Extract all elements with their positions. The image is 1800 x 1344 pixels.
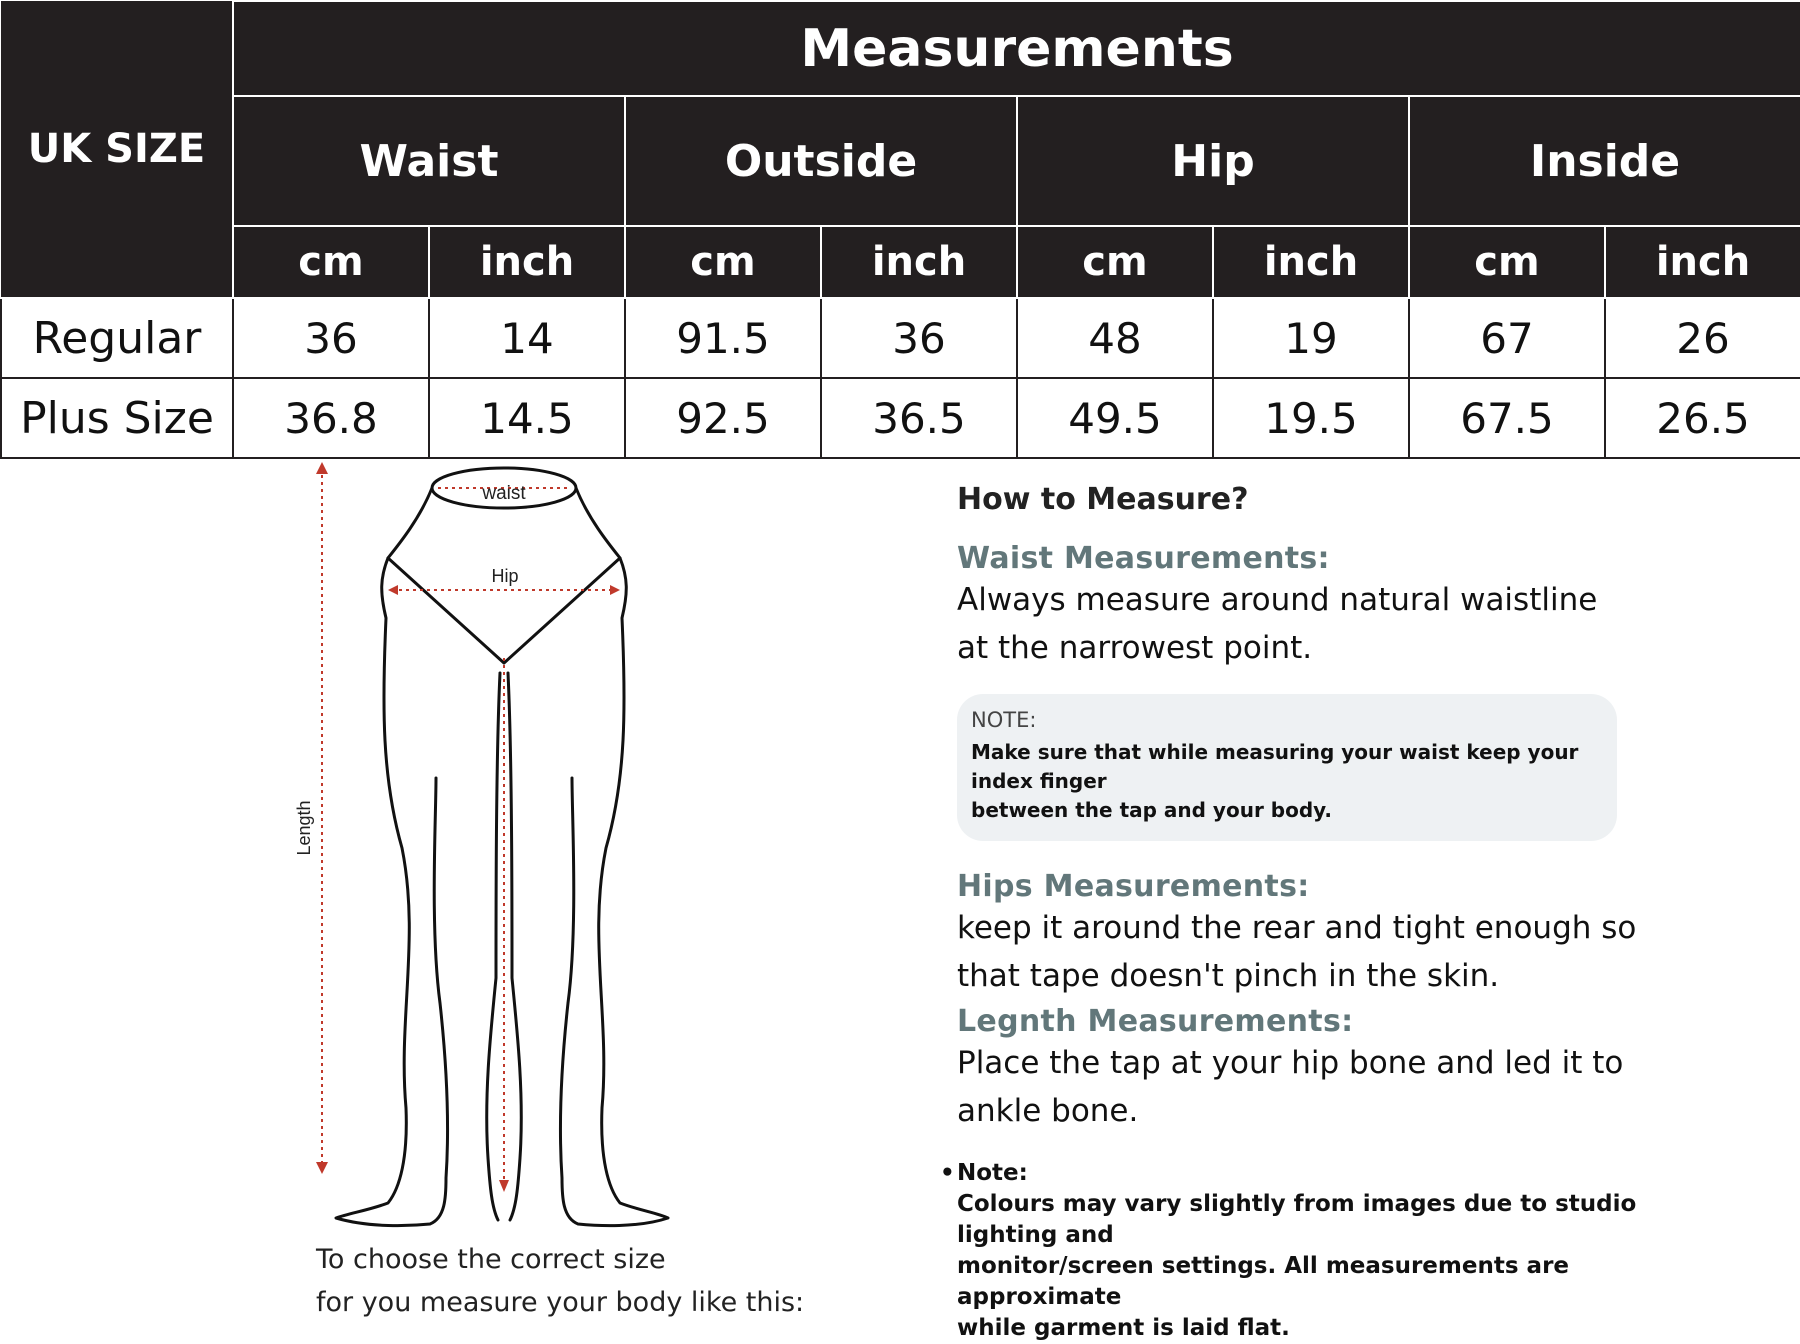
table-cell: 48 — [1017, 298, 1213, 378]
unit-header: cm — [625, 226, 821, 298]
size-chart-table — [0, 0, 1800, 459]
waist-text-line: at the narrowest point. — [957, 630, 1313, 666]
group-header-outside: Outside — [625, 96, 1017, 226]
arrowhead-icon — [316, 462, 328, 474]
unit-header: inch — [1213, 226, 1409, 298]
how-to-measure-title: How to Measure? — [957, 482, 1249, 517]
table-cell: 67.5 — [1409, 378, 1605, 458]
unit-header: cm — [233, 226, 429, 298]
row-label: Plus Size — [1, 378, 233, 458]
table-cell: 14.5 — [429, 378, 625, 458]
table-cell: 91.5 — [625, 298, 821, 378]
group-header-hip: Hip — [1017, 96, 1409, 226]
table-row-plus-size — [1, 378, 1800, 458]
group-header-inside: Inside — [1409, 96, 1800, 226]
unit-header: inch — [1605, 226, 1800, 298]
waist-text-line: Always measure around natural waistline — [957, 582, 1598, 618]
arrowhead-icon — [388, 585, 398, 595]
unit-header: inch — [429, 226, 625, 298]
unit-header: cm — [1409, 226, 1605, 298]
table-cell: 26 — [1605, 298, 1800, 378]
note-label: NOTE: — [971, 708, 1037, 732]
bottom-note-label: Note: — [957, 1160, 1028, 1186]
table-row-regular — [1, 298, 1800, 378]
table-cell: 92.5 — [625, 378, 821, 458]
caption-line: To choose the correct size — [316, 1244, 666, 1275]
table-cell: 26.5 — [1605, 378, 1800, 458]
arrowhead-icon — [610, 585, 620, 595]
waist-label: waist — [482, 483, 526, 504]
bottom-note-line: while garment is laid flat. — [957, 1315, 1290, 1341]
group-header-waist: Waist — [233, 96, 625, 226]
table-cell: 19.5 — [1213, 378, 1409, 458]
table-cell: 19 — [1213, 298, 1409, 378]
bottom-note-line: Colours may vary slightly from images due to studio lighting and — [957, 1191, 1637, 1248]
length-text-line: Place the tap at your hip bone and led it to — [957, 1045, 1624, 1081]
caption-line: for you measure your body like this: — [316, 1287, 805, 1318]
table-cell: 14 — [429, 298, 625, 378]
table-cell: 49.5 — [1017, 378, 1213, 458]
bottom-note — [940, 1158, 1720, 1344]
length-text-line: ankle bone. — [957, 1093, 1139, 1129]
hips-text-line: that tape doesn't pinch in the skin. — [957, 958, 1500, 994]
hips-text-line: keep it around the rear and tight enough so — [957, 910, 1637, 946]
table-cell: 36 — [821, 298, 1017, 378]
unit-header: inch — [821, 226, 1017, 298]
waist-note-box — [957, 694, 1617, 841]
inner-left-leg — [487, 673, 500, 1220]
length-label: Length — [294, 800, 314, 856]
pants-measurement-diagram — [270, 458, 670, 1258]
arrowhead-icon — [499, 1180, 509, 1192]
table-cell: 36.5 — [821, 378, 1017, 458]
length-heading: Legnth Measurements: — [957, 1004, 1354, 1039]
unit-header: cm — [1017, 226, 1213, 298]
diagram-caption — [316, 1238, 804, 1324]
arrowhead-icon — [316, 1162, 328, 1174]
hip-label: Hip — [491, 566, 519, 586]
bullet-icon: • — [940, 1160, 955, 1186]
inner-right-leg — [508, 673, 521, 1220]
row-label: Regular — [1, 298, 233, 378]
hips-heading: Hips Measurements: — [957, 869, 1310, 904]
note-text-line: Make sure that while measuring your waist keep your index finger — [971, 740, 1579, 793]
table-cell: 36 — [233, 298, 429, 378]
measurements-title: Measurements — [233, 1, 1800, 96]
bottom-note-line: monitor/screen settings. All measurements are approximate — [957, 1253, 1570, 1310]
uk-size-header: UK SIZE — [1, 1, 233, 298]
table-cell: 67 — [1409, 298, 1605, 378]
waist-heading: Waist Measurements: — [957, 541, 1330, 576]
table-cell: 36.8 — [233, 378, 429, 458]
note-text-line: between the tap and your body. — [971, 798, 1332, 822]
how-to-measure-section — [957, 482, 1677, 1135]
